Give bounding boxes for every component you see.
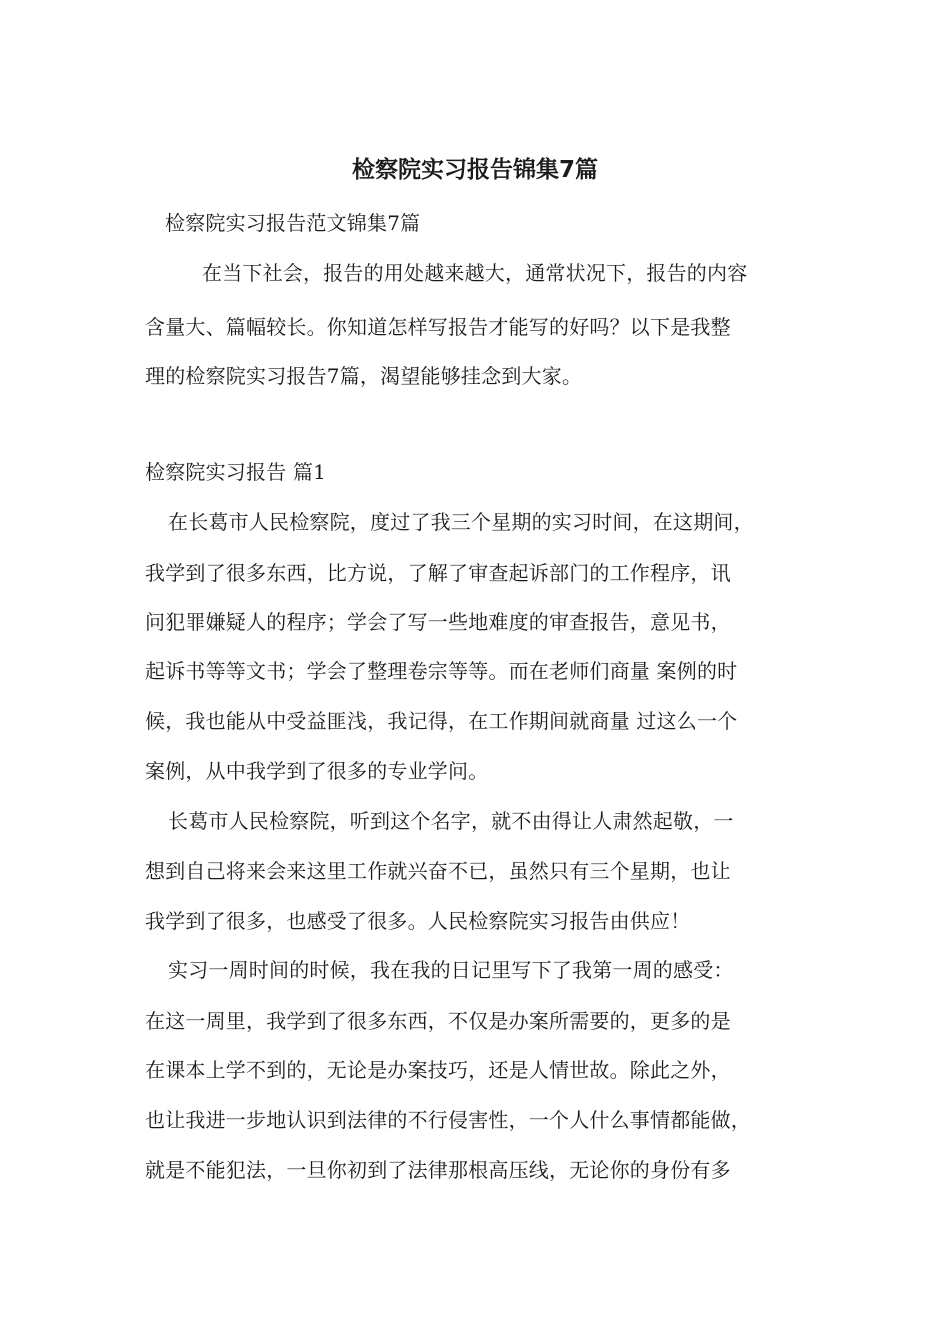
body-line: 在这一周里，我学到了很多东西，不仅是办案所需要的，更多的是 <box>145 1009 731 1033</box>
body-line: 实习一周时间的时候，我在我的日记里写下了我第一周的感受： <box>168 958 734 982</box>
body-line: 候，我也能从中受益匪浅，我记得，在工作期间就商量 过这么一个 <box>145 709 738 733</box>
intro-line: 在当下社会，报告的用处越来越大，通常状况下，报告的内容 <box>202 261 748 285</box>
body-line: 长葛市人民检察院，听到这个名字，就不由得让人肃然起敬，一 <box>168 809 734 833</box>
body-line: 在课本上学不到的，无论是办案技巧，还是人情世故。除此之外， <box>145 1058 731 1082</box>
body-line: 我学到了很多东西，比方说，了解了审查起诉部门的工作程序，讯 <box>145 561 731 585</box>
body-line: 问犯罪嫌疑人的程序；学会了写一些地难度的审查报告，意见书， <box>145 610 731 634</box>
body-line: 就是不能犯法，一旦你初到了法律那根高压线，无论你的身份有多 <box>145 1158 731 1182</box>
document-title: 检察院实习报告锦集7篇 <box>351 157 598 183</box>
body-line: 想到自己将来会来这里工作就兴奋不已，虽然只有三个星期，也让 <box>145 859 731 883</box>
body-line: 在长葛市人民检察院，度过了我三个星期的实习时间，在这期间， <box>168 510 754 534</box>
document-subtitle: 检察院实习报告范文锦集7篇 <box>165 211 421 235</box>
section-heading: 检察院实习报告 篇1 <box>145 460 327 484</box>
body-line: 起诉书等等文书；学会了整理卷宗等等。而在老师们商量 案例的时 <box>145 659 738 683</box>
body-line: 也让我进一步地认识到法律的不行侵害性，一个人什么事情都能做， <box>145 1108 751 1132</box>
intro-line: 理的检察院实习报告7篇，渴望能够挂念到大家。 <box>145 364 583 388</box>
body-line: 案例，从中我学到了很多的专业学问。 <box>145 759 489 783</box>
body-line: 我学到了很多，也感受了很多。人民检察院实习报告由供应！ <box>145 909 691 933</box>
intro-line: 含量大、篇幅较长。你知道怎样写报告才能写的好吗？以下是我整 <box>145 315 731 339</box>
